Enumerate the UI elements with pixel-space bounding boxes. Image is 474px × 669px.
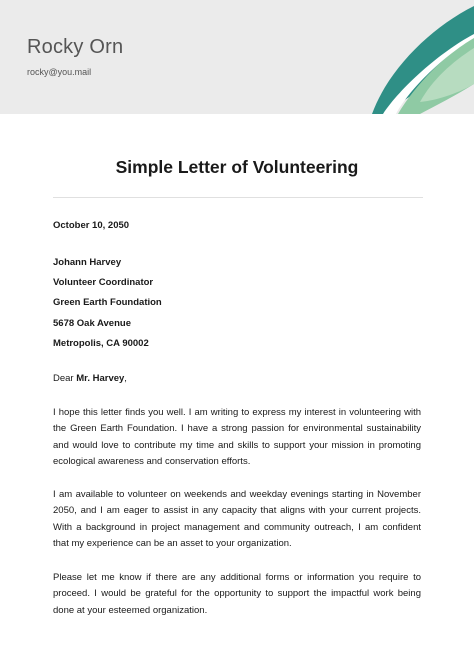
- letter-date: October 10, 2050: [53, 220, 130, 231]
- salutation: [53, 373, 127, 384]
- title-divider: [53, 197, 423, 198]
- body-paragraph: I hope this letter finds you well. I am writing to express my interest in volunteering with the Green Earth Foundation. I have a strong passion for environmental sustainability and would love to contribute my time and skills to support your mission in promoting ecological awareness and conservation efforts.: [53, 407, 421, 467]
- recipient-street: 5678 Oak Avenue: [53, 317, 131, 329]
- recipient-name: Johann Harvey: [53, 257, 122, 268]
- swoosh-decoration: [0, 0, 474, 114]
- sender-name: Rocky Orn: [27, 36, 124, 58]
- recipient-address-block: [53, 256, 162, 357]
- salutation-name: Mr. Harvey: [76, 373, 125, 384]
- recipient-organization: Green Earth Foundation: [53, 297, 162, 309]
- recipient-position: Volunteer Coordinator: [53, 277, 154, 289]
- body-paragraph: I am available to volunteer on weekends and weekday evenings starting in November 2050, and I am eager to assist in any capacity that aligns with your current projects. With a background in project management and community outreach, I am confident that my experience can be an asset to your organization.: [53, 489, 421, 549]
- letterhead: [0, 0, 474, 114]
- recipient-city: Metropolis, CA 90002: [53, 337, 149, 349]
- salutation-suffix: ,: [124, 373, 127, 384]
- sender-email: rocky@you.mail: [27, 67, 92, 77]
- document-title: Simple Letter of Volunteering: [115, 157, 359, 177]
- salutation-prefix: Dear: [53, 373, 77, 384]
- body-paragraph: Please let me know if there are any additional forms or information you require to proceed. I would be grateful for the opportunity to support the impactful work being done at your esteemed organization.: [53, 572, 421, 616]
